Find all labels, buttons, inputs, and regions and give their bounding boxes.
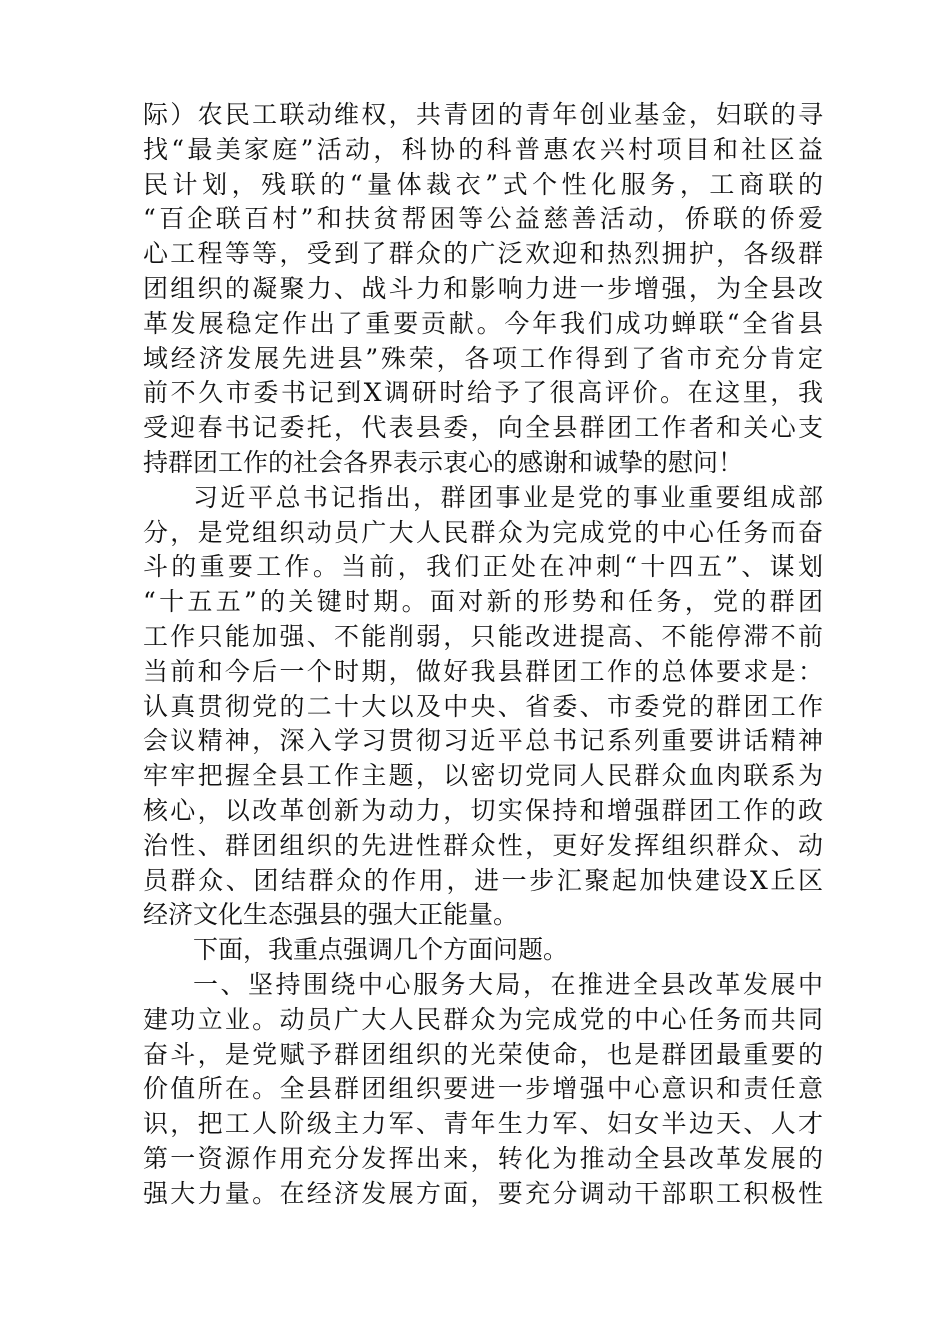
text-line: “十五五”的关键时期。面对新的形势和任务，党的群团 [143, 587, 823, 617]
text-line: 找“最美家庭”活动，科协的科普惠农兴村项目和社区益 [143, 134, 823, 164]
text-line: 心工程等等，受到了群众的广泛欢迎和热烈拥护，各级群 [143, 239, 823, 269]
text-line: “百企联百村”和扶贫帮困等公益慈善活动，侨联的侨爱 [143, 204, 823, 234]
text-line: 牢牢把握全县工作主题，以密切党同人民群众血肉联系为 [143, 761, 823, 791]
paragraph-start-line: 习近平总书记指出，群团事业是党的事业重要组成部 [193, 482, 823, 512]
text-line: 核心，以改革创新为动力，切实保持和增强群团工作的政 [143, 795, 823, 825]
section-heading-line: 一、坚持围绕中心服务大局，在推进全县改革发展中 [193, 969, 823, 999]
text-line: 经济文化生态强县的强大正能量。 [143, 900, 519, 930]
text-line: 治性、群团组织的先进性群众性，更好发挥组织群众、动 [143, 830, 823, 860]
text-line: 分，是党组织动员广大人民群众为完成党的中心任务而奋 [143, 517, 823, 547]
body-text [143, 98, 823, 1212]
text-line: 工作只能加强、不能削弱，只能改进提高、不能停滞不前 [143, 621, 823, 651]
text-line: 前不久市委书记到X调研时给予了很高评价。在这里，我 [143, 378, 823, 408]
text-line: 建功立业。动员广大人民群众为完成党的中心任务而共同 [143, 1004, 823, 1034]
text-line: 会议精神，深入学习贯彻习近平总书记系列重要讲话精神 [143, 726, 823, 756]
paragraph-start-line: 下面，我重点强调几个方面问题。 [193, 935, 569, 965]
text-line: 识，把工人阶级主力军、青年生力军、妇女半边天、人才 [143, 1109, 823, 1139]
text-line: 民计划，残联的“量体裁衣”式个性化服务，工商联的 [143, 169, 823, 199]
text-line: 域经济发展先进县”殊荣，各项工作得到了省市充分肯定 [143, 343, 823, 373]
text-line: 当前和今后一个时期，做好我县群团工作的总体要求是： [143, 656, 823, 686]
text-line: 持群团工作的社会各界表示衷心的感谢和诚挚的慰问！ [143, 447, 744, 477]
text-line: 员群众、团结群众的作用，进一步汇聚起加快建设X丘区 [143, 865, 823, 895]
text-line: 际）农民工联动维权，共青团的青年创业基金，妇联的寻 [143, 100, 823, 129]
text-line: 认真贯彻党的二十大以及中央、省委、市委党的群团工作 [143, 691, 823, 721]
text-line: 受迎春书记委托，代表县委，向全县群团工作者和关心支 [143, 413, 823, 443]
text-line: 团组织的凝聚力、战斗力和影响力进一步增强，为全县改 [143, 273, 823, 303]
text-line: 斗的重要工作。当前，我们正处在冲刺“十四五”、谋划 [143, 552, 823, 582]
text-line: 革发展稳定作出了重要贡献。今年我们成功蝉联“全省县 [143, 308, 823, 338]
text-line: 第一资源作用充分发挥出来，转化为推动全县改革发展的 [143, 1143, 823, 1173]
text-line: 强大力量。在经济发展方面，要充分调动干部职工积极性 [143, 1178, 823, 1208]
text-line: 价值所在。全县群团组织要进一步增强中心意识和责任意 [143, 1074, 823, 1104]
text-line: 奋斗，是党赋予群团组织的光荣使命，也是群团最重要的 [143, 1039, 823, 1069]
